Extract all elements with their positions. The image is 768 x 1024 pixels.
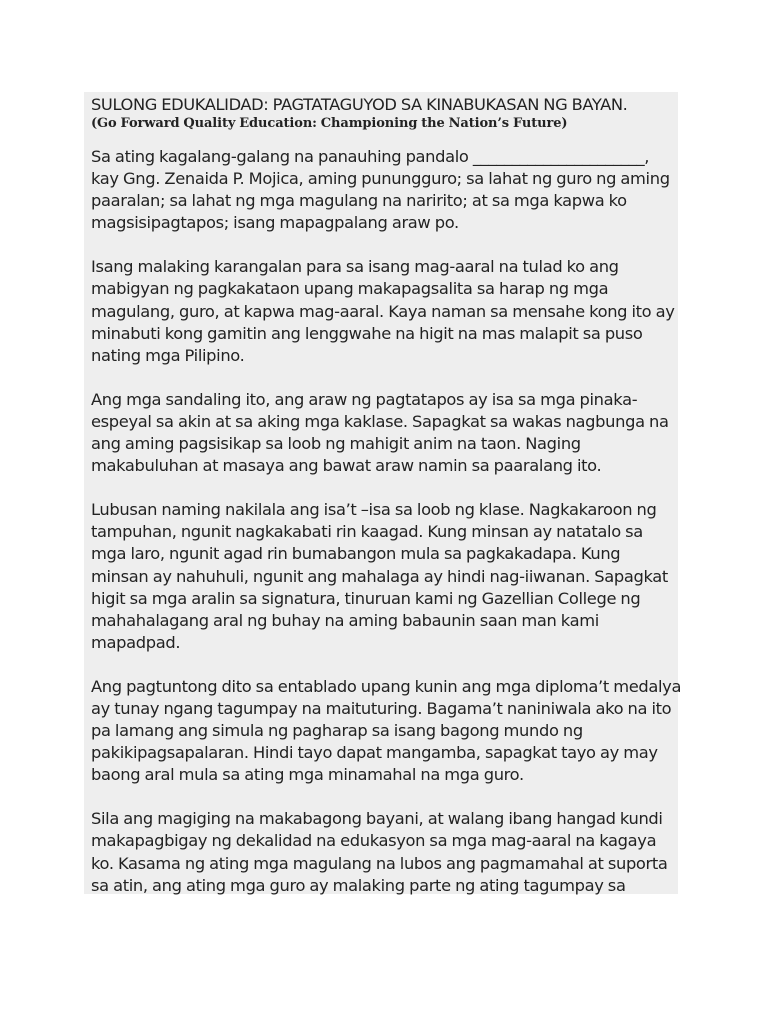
text-line: sa atin, ang ating mga guro ay malaking parte ng ating tagumpay sa [91,875,626,895]
document-title: SULONG EDUKALIDAD: PAGTATAGUYOD SA KINABUKASAN NG BAYAN. [91,95,628,114]
text-line: Sa ating kagalang-galang na panauhing pandalo ______________________, [91,147,650,166]
text-line: mabigyan ng pagkakataon upang makapagsalita sa harap ng mga [91,279,609,299]
paragraph [91,499,681,654]
text-line: minabuti kong gamitin ang lenggwahe na higit na mas malapit sa puso [91,323,643,343]
text-line: makabuluhan at masaya ang bawat araw namin sa paaralang ito. [91,456,602,476]
document-body [91,95,681,919]
text-line: magsisipagtapos; isang mapagpalang araw po. [91,213,459,233]
text-line: paaralan; sa lahat ng mga magulang na naririto; at sa mga kapwa ko [91,191,627,211]
text-line: ay tunay ngang tagumpay na maituturing. Bagama’t naniniwala ako na ito [91,698,672,718]
document-subtitle: (Go Forward Quality Education: Championing the Nation’s Future) [91,116,568,131]
text-line: pa lamang ang simula ng pagharap sa isang bagong mundo ng [91,721,583,741]
text-line: pakikipagsapalaran. Hindi tayo dapat mangamba, sapagkat tayo ay may [91,743,658,763]
text-line: espeyal sa akin at sa aking mga kaklase. Sapagkat sa wakas nagbunga na [91,411,669,431]
text-line: baong aral mula sa ating mga minamahal na mga guro. [91,765,524,785]
paragraph [91,808,681,896]
text-line: Isang malaking karangalan para sa isang mag-aaral na tulad ko ang [91,257,619,277]
text-line: Ang pagtuntong dito sa entablado upang kunin ang mga diploma’t medalya [91,676,682,696]
paragraph-list [91,146,681,897]
paragraph [91,146,681,234]
text-line: higit sa mga aralin sa signatura, tinuruan kami ng Gazellian College ng [91,588,641,608]
text-line: Lubusan naming nakilala ang isa’t –isa sa loob ng klase. Nagkakaroon ng [91,500,657,520]
text-line: tampuhan, ngunit nagkakabati rin kaagad. Kung minsan ay natatalo sa [91,522,643,542]
text-line: Sila ang magiging na makabagong bayani, at walang ibang hangad kundi [91,809,663,829]
paragraph [91,389,681,477]
text-line: mga laro, ngunit agad rin bumabangon mula sa pagkakadapa. Kung [91,544,621,564]
text-line: kay Gng. Zenaida P. Mojica, aming punungguro; sa lahat ng guro ng aming [91,169,670,189]
text-line: makapagbigay ng dekalidad na edukasyon sa mga mag-aaral na kagaya [91,831,657,851]
text-line: minsan ay nahuhuli, ngunit ang mahalaga ay hindi nag-iiwanan. Sapagkat [91,566,668,586]
paragraph [91,676,681,786]
text-line: mapadpad. [91,632,181,652]
paragraph [91,256,681,366]
text-line: mahahalagang aral ng buhay na aming babaunin saan man kami [91,610,599,630]
text-line: magulang, guro, at kapwa mag-aaral. Kaya naman sa mensahe kong ito ay [91,301,675,321]
text-line: Ang mga sandaling ito, ang araw ng pagtatapos ay isa sa mga pinaka- [91,389,638,409]
text-line: nating mga Pilipino. [91,345,245,365]
text-line: ko. Kasama ng ating mga magulang na lubos ang pagmamahal at suporta [91,853,668,873]
text-line: ang aming pagsisikap sa loob ng mahigit anim na taon. Naging [91,434,581,454]
